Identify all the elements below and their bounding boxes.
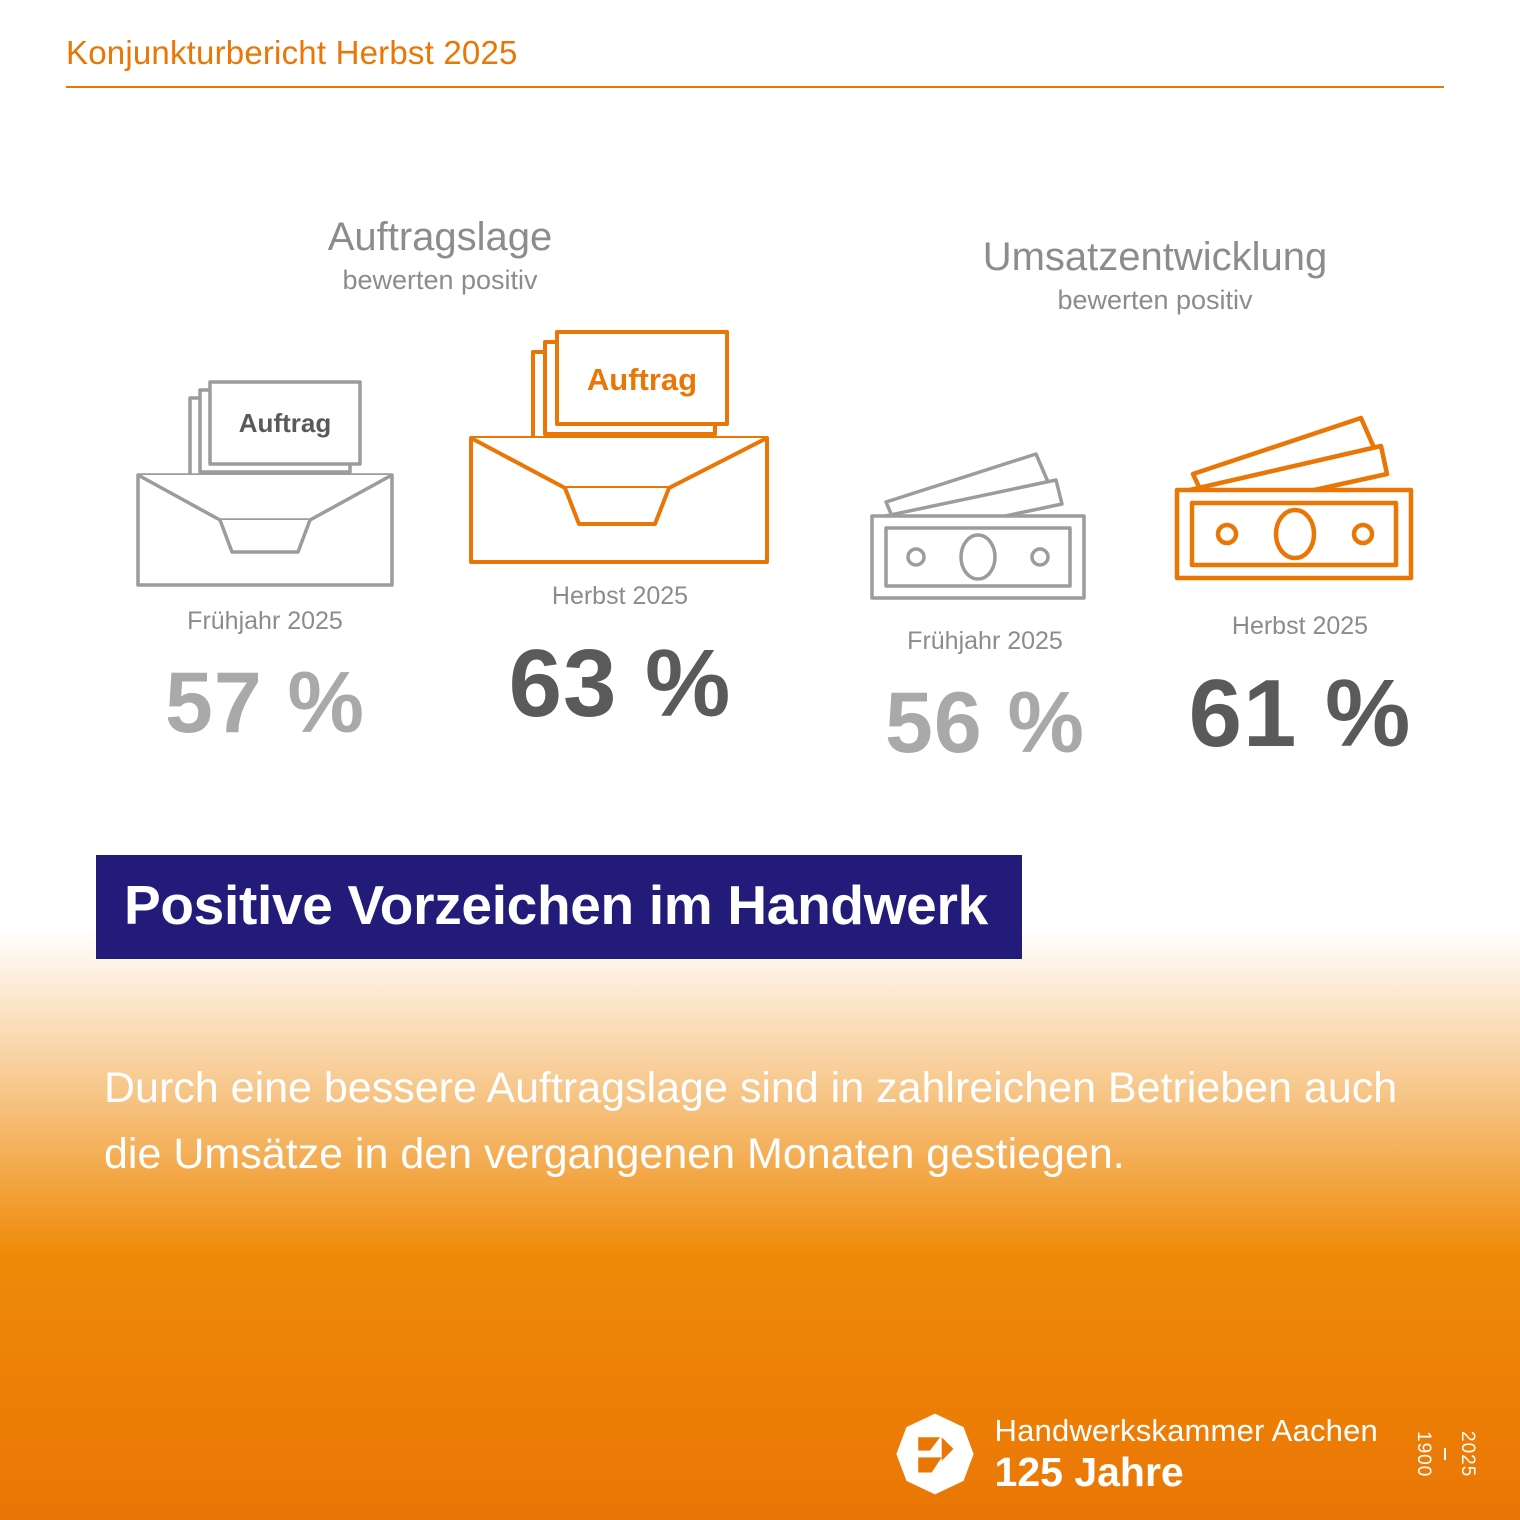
handwerkskammer-logo-icon	[893, 1412, 977, 1496]
logo-anniversary: 125 Jahre	[994, 1448, 1184, 1495]
column-label: Herbst 2025	[1231, 612, 1369, 640]
group-title-label: Auftragslage	[327, 215, 553, 259]
icon-container	[840, 365, 1130, 615]
inbox-documents-icon	[455, 330, 785, 570]
logo-year-to: 2025	[1457, 1430, 1478, 1478]
logo-year-from: 1900	[1413, 1430, 1434, 1478]
headline-band	[96, 855, 1022, 959]
icon-container	[1150, 350, 1450, 600]
inbox-documents-icon	[120, 380, 410, 595]
chart-area	[0, 190, 1520, 810]
column-label: Herbst 2025	[551, 582, 689, 610]
group-subtitle-label: bewerten positiv	[342, 265, 538, 295]
icon-container	[450, 320, 790, 570]
group-title-label: Umsatzentwicklung	[982, 235, 1328, 279]
banknotes-icon	[1165, 400, 1435, 600]
data-column-orders-spring	[110, 345, 420, 753]
document-annotation: Auftrag	[238, 408, 332, 438]
data-column-orders-autumn	[450, 320, 790, 739]
column-value: 57 %	[164, 655, 366, 751]
document-annotation: Auftrag	[586, 362, 698, 397]
column-value: 61 %	[1188, 660, 1412, 767]
column-value: 63 %	[508, 630, 732, 737]
group-subtitle-label: bewerten positiv	[1057, 285, 1253, 315]
icon-container	[110, 345, 420, 595]
logo-name: Handwerkskammer Aachen	[994, 1413, 1378, 1449]
banknotes-icon	[860, 430, 1110, 615]
data-column-revenue-spring	[840, 365, 1130, 773]
column-value: 56 %	[884, 675, 1086, 771]
page-title: Konjunkturbericht Herbst 2025	[66, 34, 518, 71]
header-divider	[66, 86, 1444, 88]
group-title-umsatzentwicklung	[880, 232, 1430, 318]
column-label: Frühjahr 2025	[907, 627, 1063, 655]
logo	[893, 1412, 1478, 1496]
logo-wordmark	[995, 1414, 1378, 1494]
logo-year-dash	[1444, 1448, 1446, 1460]
header	[66, 34, 1444, 88]
headline-text: Positive Vorzeichen im Handwerk	[124, 874, 988, 936]
column-label: Frühjahr 2025	[187, 607, 343, 635]
body-text: Durch eine bessere Auftragslage sind in zahlreichen Betrieben auch die Umsätze in den vergangenen Monaten gestiegen.	[104, 1064, 1398, 1178]
group-title-auftragslage	[160, 212, 720, 298]
data-column-revenue-autumn	[1150, 350, 1450, 769]
logo-year-range	[1412, 1431, 1478, 1477]
